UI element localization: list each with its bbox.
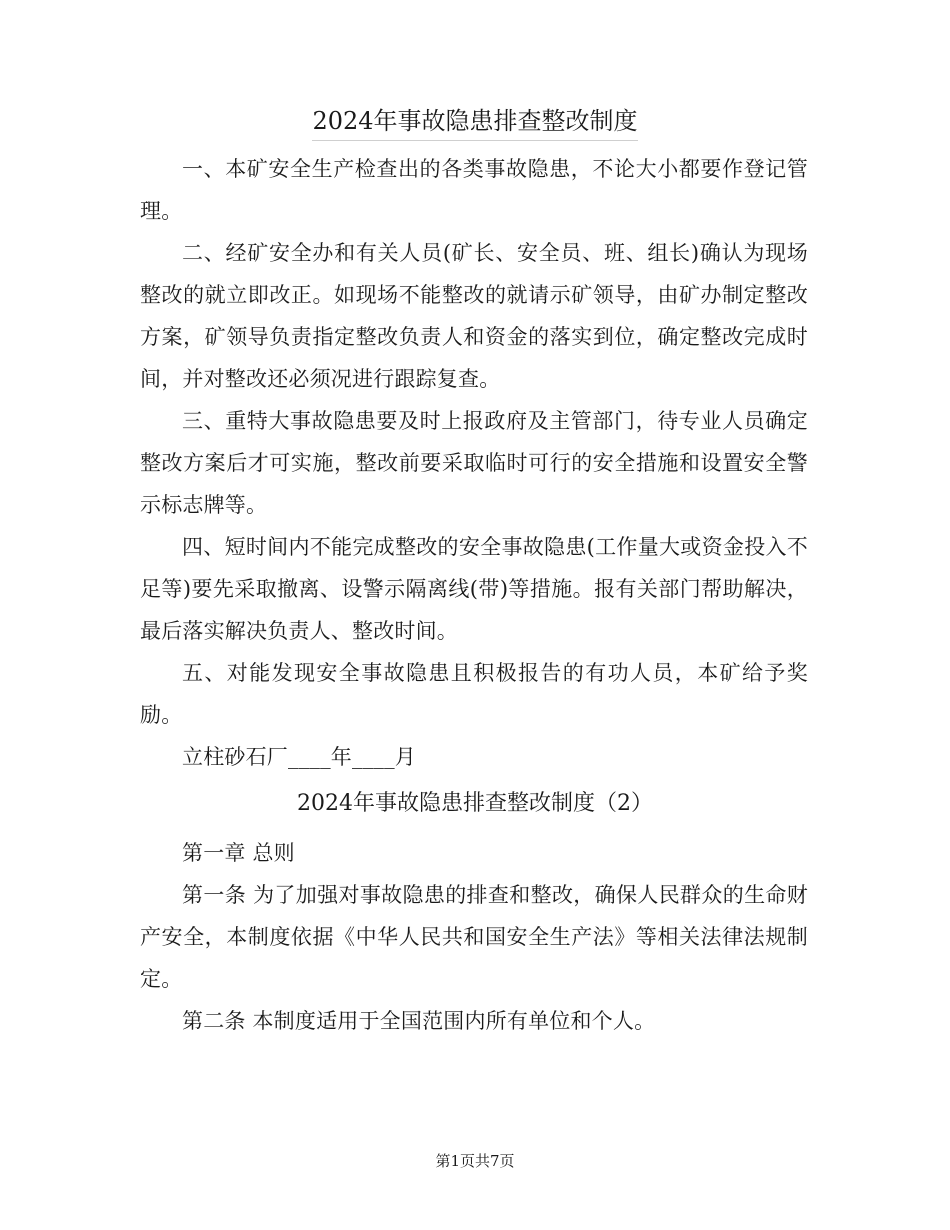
article-2: 第二条 本制度适用于全国范围内所有单位和个人。 — [182, 1009, 656, 1033]
signature-line: 立柱砂石厂____年____月 — [182, 745, 416, 769]
paragraph-4: 四、短时间内不能完成整改的安全事故隐患(工作量大或资金投入不足等)要先采取撤离、设警示隔离线(带)等措施。报有关部门帮助解决，最后落实解决负责人、整改时间。 — [140, 535, 808, 643]
document-title-text: 2024年事故隐患排查整改制度 — [312, 104, 637, 141]
paragraph-1: 一、本矿安全生产检查出的各类事故隐患，不论大小都要作登记管理。 — [140, 157, 808, 223]
paragraph-2: 二、经矿安全办和有关人员(矿长、安全员、班、组长)确认为现场整改的就立即改正。如现场不能整改的就请示矿领导，由矿办制定整改方案，矿领导负责指定整改负责人和资金的落实到位，确定整改完成时间，并对整改还必须况进行跟踪复查。 — [140, 241, 808, 391]
paragraph-3: 三、重特大事故隐患要及时上报政府及主管部门，待专业人员确定整改方案后才可实施，整改前要采取临时可行的安全措施和设置安全警示标志牌等。 — [140, 409, 808, 517]
section-2-title: 2024年事故隐患排查整改制度（2） — [297, 791, 653, 816]
document-title — [0, 104, 950, 141]
article-1: 第一条 为了加强对事故隐患的排查和整改，确保人民群众的生命财产安全，本制度依据《中华人民共和国安全生产法》等相关法律法规制定。 — [140, 883, 808, 991]
chapter-heading: 第一章 总则 — [182, 841, 295, 865]
section-1-body — [140, 148, 808, 778]
paragraph-5: 五、对能发现安全事故隐患且积极报告的有功人员，本矿给予奖励。 — [140, 661, 808, 727]
section-2-body — [140, 832, 808, 1042]
page-number: 第1页共7页 — [435, 1152, 515, 1170]
